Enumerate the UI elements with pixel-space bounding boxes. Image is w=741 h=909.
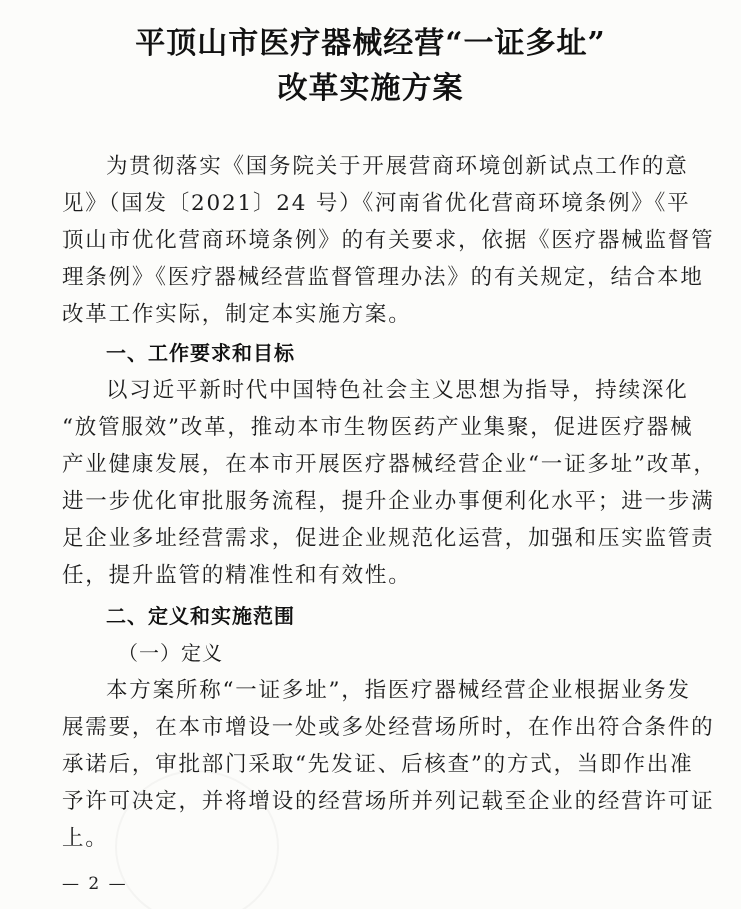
- definition-line-4: 予许可决定，并将增设的经营场所并列记载至企业的经营许可证: [62, 789, 715, 814]
- definition-line-5: 上。: [62, 826, 109, 851]
- section-1-line-3: 产业健康发展，在本市开展医疗器械经营企业“一证多址”改革，: [62, 452, 717, 477]
- section-1-line-5: 足企业多址经营需求，促进企业规范化运营，加强和压实监管责: [62, 526, 715, 551]
- section-2-heading: 二、定义和实施范围: [106, 604, 295, 628]
- intro-line-1: 为贯彻落实《国务院关于开展营商环境创新试点工作的意: [106, 154, 689, 179]
- page-number: — 2 —: [62, 874, 128, 894]
- intro-line-3: 顶山市优化营商环境条例》的有关要求，依据《医疗器械监督管: [62, 228, 715, 253]
- subsection-1-heading: （一）定义: [118, 641, 223, 665]
- definition-line-3: 承诺后，审批部门采取“先发证、后核查”的方式，当即作出准: [62, 752, 694, 777]
- definition-line-2: 展需要，在本市增设一处或多处经营场所时，在作出符合条件的: [62, 715, 715, 740]
- intro-line-2: 见》（国发〔2021〕24 号）《河南省优化营商环境条例》《平: [62, 191, 691, 216]
- document-title-line-2: 改革实施方案: [277, 71, 464, 106]
- intro-line-5: 改革工作实际，制定本实施方案。: [62, 302, 412, 327]
- definition-line-1: 本方案所称“一证多址”，指医疗器械经营企业根据业务发: [106, 678, 691, 703]
- section-1-line-2: “放管服效”改革，推动本市生物医药产业集聚，促进医疗器械: [62, 415, 694, 440]
- intro-line-4: 理条例》《医疗器械经营监督管理办法》的有关规定，结合本地: [62, 265, 704, 290]
- section-1-line-4: 进一步优化审批服务流程，提升企业办事便利化水平；进一步满: [62, 489, 715, 514]
- section-1-heading: 一、工作要求和目标: [106, 341, 295, 365]
- section-1-line-1: 以习近平新时代中国特色社会主义思想为指导，持续深化: [106, 378, 689, 403]
- section-1-line-6: 任，提升监管的精准性和有效性。: [62, 563, 412, 588]
- document-title-line-1: 平顶山市医疗器械经营“一证多址”: [135, 26, 606, 61]
